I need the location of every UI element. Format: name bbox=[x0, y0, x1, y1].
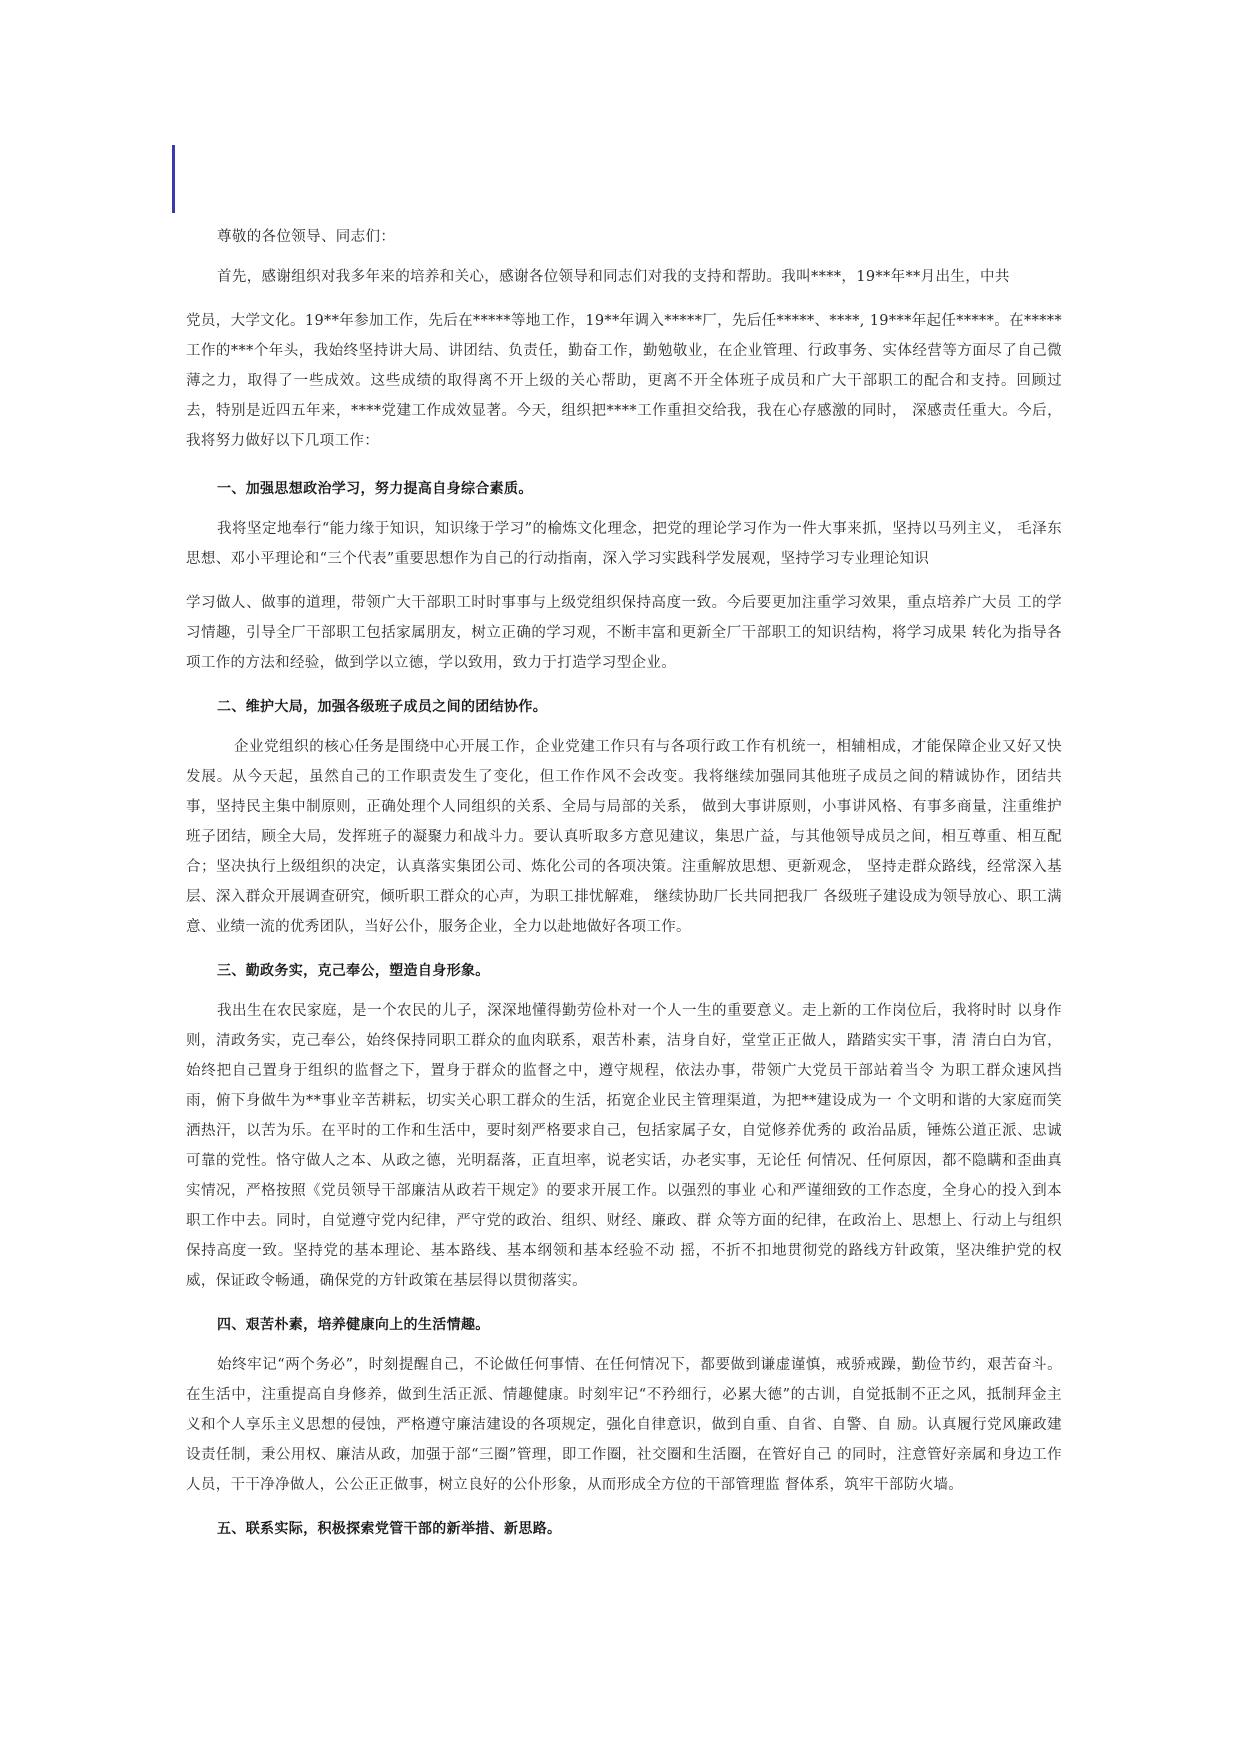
section-2-paragraph-1: 企业党组织的核心任务是围绕中心开展工作，企业党建工作只有与各项行政工作有机统一，相辅相成，才能保障企业又好又快发展。从今天起，虽然自己的工作职责发生了变化，但工作作风不会改变。我将继续加强同其他班子成员之间的精诚协作，团结共事，坚持民主集中制原则，正确处理个人同组织的关系、全局与局部的关系， 做到大事讲原则，小事讲风格、有事多商量，注重维护班子团结，顾全大局，发挥班子的凝聚力和战斗力。要认真听取多方意见建议，集思广益，与其他领导成员之间，相互尊重、相互配合；坚决执行上级组织的决定，认真落实集团公司、炼化公司的各项决策。注重解放思想、更新观念， 坚持走群众路线，经常深入基层、深入群众开展调查研究，倾听职工群众的心声，为职工排忧解难， 继续协助厂长共同把我厂 各级班子建设成为领导放心、职工满意、业绩一流的优秀团队，当好公仆，服务企业，全力以赴地做好各项工作。 bbox=[186, 739, 1062, 935]
margin-marker-bar bbox=[172, 145, 175, 213]
section-heading-4: 四、艰苦朴素，培养健康向上的生活情趣。 bbox=[217, 1317, 490, 1333]
section-heading-3: 三、勤政务实，克己奉公，塑造自身形象。 bbox=[217, 963, 490, 979]
intro-first-line: 首先，感谢组织对我多年来的培养和关心，感谢各位领导和同志们对我的支持和帮助。我叫****，19**年**月出生，中共 bbox=[217, 269, 1010, 285]
section-4-paragraph-1: 始终牢记“两个务必”，时刻提醒自己，不论做任何事情、在任何情况下，都要做到谦虚谨慎，戒骄戒躁，勤俭节约，艰苦奋斗。在生活中，注重提高自身修养，做到生活正派、情趣健康。时刻牢记“不矜细行，必累大德”的古训，自觉抵制不正之风，抵制拜金主义和个人享乐主义思想的侵蚀，严格遵守廉洁建设的各项规定，强化自律意识，做到自重、自省、自警、自 励。认真履行党风廉政建设责任制，秉公用权、廉洁从政，加强于部“三圈”管理，即工作圈，社交圈和生活圈，在管好自己 的同时，注意管好亲属和身边工作人员，干干净净做人，公公正正做事，树立良好的公仆形象，从而形成全方位的干部管理监 督体系，筑牢干部防火墙。 bbox=[186, 1357, 1062, 1493]
section-heading-5: 五、联系实际，积极探索党管干部的新举措、新思路。 bbox=[217, 1521, 562, 1537]
section-3-paragraph-1: 我出生在农民家庭，是一个农民的儿子，深深地懂得勤劳俭朴对一个人一生的重要意义。走上新的工作岗位后，我将时时 以身作则，清政务实，克己奉公，始终保持同职工群众的血肉联系，艰苦朴素，洁身自好，堂堂正正做人，踏踏实实干事，清 清白白为官，始终把自己置身于组织的监督之下，置身于群众的监督之中，遵守规程，依法办事，带领广大党员干部站着当令 为职工群众速风挡雨，俯下身做牛为**事业辛苦耕耘，切实关心职工群众的生活，拓宽企业民主管理渠道，为把**建设成为一 个文明和谐的大家庭而笑洒热汗，以苦为乐。在平时的工作和生活中，要时刻严格要求自己，包括家属子女，自觉修养优秀的 政治品质，锤炼公道正派、忠诚可靠的党性。恪守做人之本、从政之德，光明磊落，正直坦率，说老实话，办老实事，无论任 何情况、任何原因，都不隐瞒和歪曲真实情况，严格按照《党员领导干部廉洁从政若干规定》的要求开展工作。以强烈的事业 心和严谨细致的工作态度，全身心的投入到本职工作中去。同时，自觉遵守党内纪律，严守党的政治、组织、财经、廉政、群 众等方面的纪律，在政治上、思想上、行动上与组织保持高度一致。坚持党的基本理论、基本路线、基本纲领和基本经验不动 摇，不折不扣地贯彻党的路线方针政策，坚决维护党的权威，保证政令畅通，确保党的方针政策在基层得以贯彻落实。 bbox=[186, 1003, 1062, 1289]
section-heading-1: 一、加强思想政治学习，努力提高自身综合素质。 bbox=[217, 481, 533, 497]
document-body bbox=[186, 222, 1062, 1554]
salutation: 尊敬的各位领导、同志们： bbox=[217, 229, 396, 245]
section-1-paragraph-1: 我将坚定地奉行“能力缘于知识，知识缘于学习”的榆炼文化理念，把党的理论学习作为一件大事来抓，坚持以马列主义， 毛泽东思想、邓小平理论和“三个代表”重要思想作为自己的行动指南，深入学习实践科学发展观，坚持学习专业理论知识 bbox=[186, 521, 1062, 567]
intro-paragraph: 党员，大学文化。19**年参加工作，先后在*****等地工作，19**年调入*****厂，先后任*****、****, 19***年起任*****。在*****工作的***个年头，我始终坚持讲大局、讲团结、负责任，勤奋工作，勤勉敬业，在企业管理、行政事务、实体经营等方面尽了自己微薄之力，取得了一些成效。这些成绩的取得离不开上级的关心帮助，更离不开全体班子成员和广大干部职工的配合和支持。回顾过去，特别是近四五年来，****党建工作成效显著。今天，组织把****工作重担交给我，我在心存感激的同时， 深感责任重大。今后，我将努力做好以下几项工作： bbox=[186, 313, 1062, 449]
section-1-paragraph-2: 学习做人、做事的道理，带领广大干部职工时时事事与上级党组织保持高度一致。今后要更加注重学习效果，重点培养广大员 工的学习情趣，引导全厂干部职工包括家属朋友，树立正确的学习观，不断丰富和更新全厂干部职工的知识结构，将学习成果 转化为指导各项工作的方法和经验，做到学以立德，学以致用，致力于打造学习型企业。 bbox=[186, 595, 1062, 671]
section-heading-2: 二、维护大局，加强各级班子成员之间的团结协作。 bbox=[217, 699, 548, 715]
